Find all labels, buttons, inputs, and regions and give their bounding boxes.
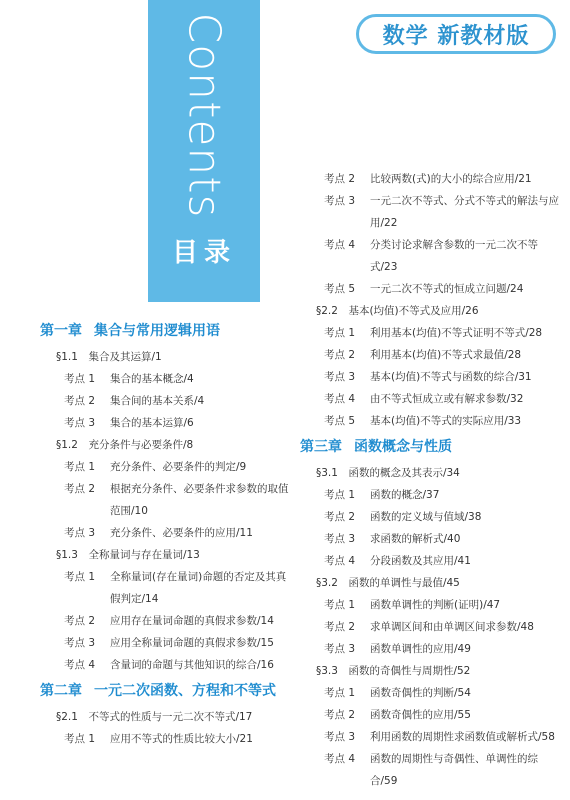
toc-point[interactable] [40,412,290,434]
toc-point[interactable] [300,388,560,410]
point-label: 考点 3 [324,195,356,207]
point-text: 一元二次不等式的恒成立问题/24 [370,283,524,295]
toc-section[interactable]: §2.2 基本(均值)不等式及应用/26 [316,305,479,317]
toc-point[interactable] [40,390,290,412]
point-text: 集合间的基本关系/4 [110,395,205,407]
toc-point[interactable] [300,638,560,660]
point-label: 考点 4 [324,753,356,765]
point-label: 考点 1 [324,489,356,501]
toc-point[interactable] [300,410,560,432]
toc-point[interactable] [300,616,560,638]
toc-point[interactable] [300,344,560,366]
toc-right-column [300,168,560,792]
point-text: 集合的基本概念/4 [110,373,194,385]
point-label: 考点 4 [324,393,356,405]
toc-point[interactable] [300,366,560,388]
toc-point[interactable] [300,748,560,792]
point-text: 一元二次不等式、分式不等式的解法与应用/22 [370,195,559,229]
point-text: 函数单调性的判断(证明)/47 [370,599,501,611]
toc-point[interactable] [300,594,560,616]
point-label: 考点 2 [64,395,96,407]
chapter-number: 第三章 [300,439,342,455]
point-label: 考点 3 [64,527,96,539]
point-label: 考点 1 [324,327,356,339]
toc-section[interactable]: §3.3 函数的奇偶性与周期性/52 [316,665,471,677]
point-text: 函数单调性的应用/49 [370,643,471,655]
chapter-title: 一元二次函数、方程和不等式 [94,683,276,699]
edition-badge: 数学 新教材版 [356,14,556,54]
point-text: 全称量词(存在量词)命题的否定及其真假判定/14 [110,571,287,605]
point-text: 充分条件、必要条件的应用/11 [110,527,253,539]
point-label: 考点 3 [324,533,356,545]
point-label: 考点 4 [324,555,356,567]
point-label: 考点 2 [324,173,356,185]
toc-section[interactable]: §3.1 函数的概念及其表示/34 [316,467,460,479]
point-label: 考点 3 [324,731,356,743]
point-label: 考点 3 [324,643,356,655]
point-label: 考点 2 [324,709,356,721]
toc-point[interactable] [300,506,560,528]
point-label: 考点 5 [324,283,356,295]
toc-point[interactable] [300,726,560,748]
point-label: 考点 1 [64,461,96,473]
point-label: 考点 2 [324,621,356,633]
toc-section[interactable]: §1.2 充分条件与必要条件/8 [56,439,194,451]
point-label: 考点 1 [64,733,96,745]
toc-point[interactable] [40,610,290,632]
toc-point[interactable] [300,484,560,506]
point-label: 考点 2 [324,511,356,523]
toc-point[interactable] [40,522,290,544]
point-text: 求单调区间和由单调区间求参数/48 [370,621,534,633]
toc-point[interactable] [40,728,290,750]
point-text: 应用存在量词命题的真假求参数/14 [110,615,274,627]
point-text: 应用不等式的性质比较大小/21 [110,733,253,745]
point-text: 利用基本(均值)不等式求最值/28 [370,349,522,361]
point-label: 考点 2 [64,615,96,627]
chapter-heading[interactable] [300,436,560,458]
toc-section[interactable]: §1.3 全称量词与存在量词/13 [56,549,200,561]
toc-point[interactable] [300,234,560,278]
point-label: 考点 4 [64,659,96,671]
point-text: 函数的周期性与奇偶性、单调性的综合/59 [370,753,538,787]
point-text: 比较两数(式)的大小的综合应用/21 [370,173,532,185]
point-label: 考点 1 [324,687,356,699]
point-label: 考点 1 [64,373,96,385]
toc-point[interactable] [40,566,290,610]
toc-section[interactable]: §2.1 不等式的性质与一元二次不等式/17 [56,711,253,723]
banner-subtitle: 目录 [171,238,236,268]
point-label: 考点 3 [64,417,96,429]
toc-point[interactable] [300,682,560,704]
point-text: 集合的基本运算/6 [110,417,194,429]
point-text: 分类讨论求解含参数的一元二次不等式/23 [370,239,538,273]
toc-point[interactable] [300,550,560,572]
toc-point[interactable] [300,278,560,300]
point-label: 考点 2 [64,483,96,495]
toc-section[interactable]: §1.1 集合及其运算/1 [56,351,162,363]
toc-point[interactable] [300,528,560,550]
contents-banner [148,0,260,302]
toc-left-column [40,316,290,750]
point-text: 基本(均值)不等式的实际应用/33 [370,415,522,427]
point-text: 利用基本(均值)不等式证明不等式/28 [370,327,543,339]
point-text: 由不等式恒成立或有解求参数/32 [370,393,524,405]
point-label: 考点 1 [324,599,356,611]
point-label: 考点 3 [64,637,96,649]
chapter-number: 第二章 [40,683,82,699]
chapter-title: 函数概念与性质 [354,439,452,455]
toc-point[interactable] [300,322,560,344]
point-text: 函数奇偶性的应用/55 [370,709,471,721]
banner-title [148,0,260,230]
toc-point[interactable] [40,632,290,654]
toc-point[interactable] [300,190,560,234]
point-text: 函数的定义域与值域/38 [370,511,482,523]
point-text: 分段函数及其应用/41 [370,555,471,567]
point-text: 含量词的命题与其他知识的综合/16 [110,659,274,671]
point-text: 函数的概念/37 [370,489,440,501]
point-text: 根据充分条件、必要条件求参数的取值范围/10 [110,483,289,517]
chapter-title: 集合与常用逻辑用语 [94,323,220,339]
chapter-number: 第一章 [40,323,82,339]
toc-point[interactable] [40,456,290,478]
point-text: 函数奇偶性的判断/54 [370,687,471,699]
point-label: 考点 3 [324,371,356,383]
toc-point[interactable] [300,168,560,190]
point-text: 利用函数的周期性求函数值或解析式/58 [370,731,555,743]
point-text: 基本(均值)不等式与函数的综合/31 [370,371,532,383]
point-text: 应用全称量词命题的真假求参数/15 [110,637,274,649]
point-label: 考点 2 [324,349,356,361]
toc-point[interactable] [40,478,290,522]
toc-point[interactable] [40,654,290,676]
point-text: 充分条件、必要条件的判定/9 [110,461,247,473]
point-text: 求函数的解析式/40 [370,533,461,545]
point-label: 考点 5 [324,415,356,427]
chapter-heading[interactable] [40,320,290,342]
toc-section[interactable]: §3.2 函数的单调性与最值/45 [316,577,460,589]
toc-point[interactable] [300,704,560,726]
chapter-heading[interactable] [40,680,290,702]
point-label: 考点 4 [324,239,356,251]
toc-point[interactable] [40,368,290,390]
banner-title-text: Contents [178,12,230,218]
point-label: 考点 1 [64,571,96,583]
